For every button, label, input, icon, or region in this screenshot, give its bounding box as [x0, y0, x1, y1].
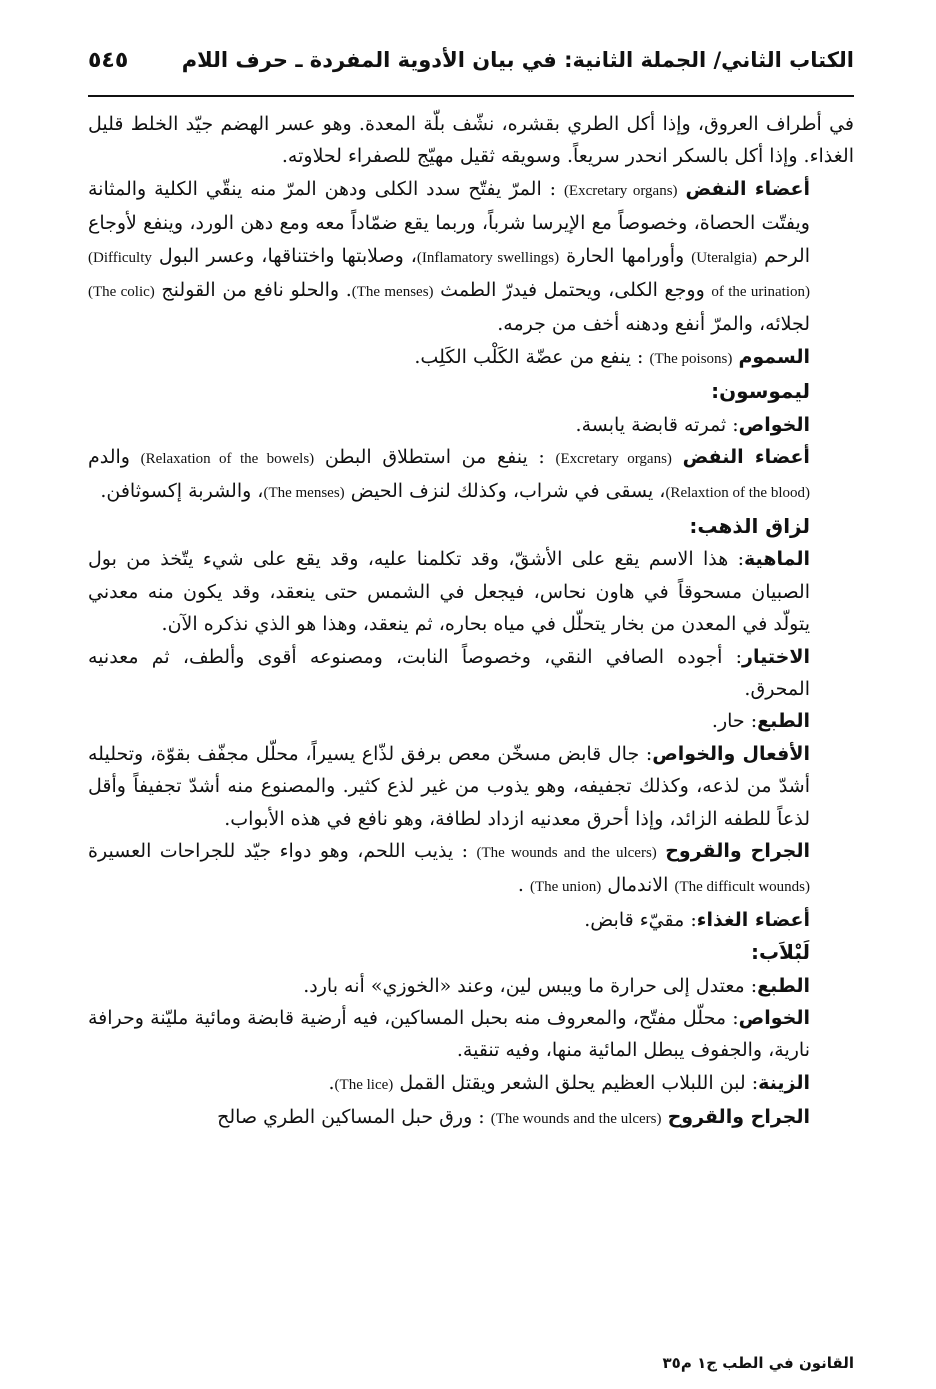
paragraph-text: : محلّل مفتّح، والمعروف منه بحبل المساكين، فيه أرضية قابضة ومائية مليّنة وحرافة نارية، والجفوف يبطل المائية منها، وفيه تنقية. [88, 1006, 810, 1062]
english-term: (The menses) [351, 284, 434, 301]
english-term: (The lice) [334, 1076, 394, 1093]
paragraph-text: : ينفع من استطلاق البطن [324, 446, 545, 469]
paragraph-text: . والحلو نافع من القولنج [161, 279, 352, 302]
paragraph-text: ، وصلابتها واختناقها، وعسر البول [158, 244, 417, 267]
paragraph-temperament [88, 705, 854, 737]
paragraph-text: : هذا الاسم يقع على الأشقّ، وقد تكلمنا عليه، وقد يقع على شيء يتّخذ من بول الصبيان مسحوقاً في هاون نحاس، فيجعل في الشمس حتى ينعقد، وقد يكون منه معدني يتولّد في المعدن من بخار يتحلّل في مياه بحاره، ثم ينعقد، وهذا هو الذي نذكره الآن. [88, 548, 810, 636]
paragraph-text: : أجوده الصافي النقي، وخصوصاً النابت، ومصنوعه أقوى وألطف، ثم معدنيه المحرق. [88, 645, 810, 700]
header-rule [88, 95, 854, 97]
paragraph-text: ووجع الكلى، ويحتمل فيدرّ الطمث [440, 279, 705, 302]
entry-label: الزينة [758, 1071, 810, 1094]
paragraph-text: : يذيب اللحم، وهو دواء جيّد للجراحات العسيرة [88, 839, 469, 862]
paragraph-nutrition-organs [88, 904, 854, 936]
entry-label: الأفعال والخواص [652, 742, 810, 765]
entry-heading-limoson [88, 375, 854, 408]
entry-heading: ليموسون: [711, 379, 810, 404]
paragraph-text: : ثمرته قابضة يابسة. [575, 413, 739, 436]
paragraph-continuation [88, 108, 854, 173]
english-term: (The wounds and the ulcers) [490, 1111, 662, 1128]
english-term: (The menses) [263, 485, 345, 502]
entry-label: الطبع [757, 974, 810, 997]
english-term: (The colic) [88, 284, 155, 301]
entry-label: الجراح والقروح [667, 1106, 810, 1129]
entry-label: الخواص [738, 413, 810, 436]
paragraph-text: لجلائه، والمرّ أنفع ودهنه أخف من جرمه. [497, 313, 810, 336]
entry-heading-lablab [88, 936, 854, 969]
paragraph-poisons [88, 341, 854, 375]
english-term: (The poisons) [649, 350, 733, 367]
paragraph-text: في أطراف العروق، وإذا أكل الطري بقشره، نشّف بلّة المعدة. وهو عسر الهضم جيّد الخلط قليل الغذاء. وإذا أكل بالسكر انحدر سريعاً. وسويقه ثقيل مهيّج للصفراء لحلاوته. [88, 113, 854, 168]
paragraph-text: : مقيّء قابض. [584, 908, 697, 931]
running-title: الكتاب الثاني/ الجملة الثانية: في بيان الأدوية المفردة ـ حرف اللام [181, 48, 854, 72]
page-header [88, 42, 854, 92]
paragraph-text: وأورامها الحارة [566, 244, 685, 267]
paragraph-selection [88, 641, 854, 706]
entry-label: الماهية [744, 548, 810, 571]
paragraph-text: . [517, 874, 524, 897]
entry-label: الاختيار [742, 645, 810, 668]
entry-heading: لَبْلاَب: [751, 940, 810, 965]
entry-heading: لزاق الذهب: [689, 513, 810, 538]
page-body [88, 108, 854, 1348]
signature-mark: القانون في الطب ج١ م٣٥ [662, 1354, 854, 1372]
entry-label: أعضاء الغذاء [696, 908, 810, 931]
paragraph-text: : ورق حبل المساكين الطري صالح [217, 1106, 485, 1129]
paragraph-temperament-2 [88, 970, 854, 1002]
english-term: (Uteralgia) [691, 249, 758, 266]
paragraph-essence [88, 543, 854, 640]
paragraph-text: والدم [88, 446, 130, 469]
entry-label: السموم [738, 345, 810, 368]
entry-label: الجراح والقروح [665, 839, 811, 862]
paragraph-actions-properties [88, 738, 854, 835]
paragraph-text: ، والشربة إكسوثافن. [100, 480, 264, 503]
english-term: (The union) [529, 879, 602, 896]
english-term: (Excretary organs) [555, 451, 672, 468]
english-term: (Relaxtion of the blood) [665, 485, 810, 502]
paragraph-properties-2 [88, 1002, 854, 1067]
entry-heading-lizaq-al-dhahab [88, 510, 854, 543]
paragraph-text: الاندمال [607, 874, 669, 897]
paragraph-text: ، يسقى في شراب، وكذلك لنزف الحيض [350, 480, 666, 503]
english-term: (Inflamatory swellings) [416, 249, 560, 266]
english-term: (The difficult wounds) [674, 879, 810, 896]
page-footer [88, 1354, 854, 1384]
paragraph-text: : جال قابض مسخّن معص برفق لذّاع يسيراً، محلّل مجفّف بقوّة، وتحليله أشدّ من لذعه، وكذلك تجفيفه، وهو يذوب من غير لذع كثير. والمصنوع منه أشدّ تجفيفاً وأقل لذعاً للطفه الزائد، وإذا أحرق معدنيه ازداد لطافة، وهو نافع في هذه الأبواب. [88, 742, 810, 830]
entry-label: أعضاء النفض [682, 446, 810, 469]
english-term: (The wounds and the ulcers) [476, 844, 657, 861]
entry-label: الخواص [738, 1006, 810, 1029]
paragraph-text: . [328, 1071, 335, 1094]
paragraph-excretary-organs [88, 173, 854, 341]
paragraph-text: : معتدل إلى حرارة ما ويبس لين، وعند «الخوزي» أنه بارد. [303, 974, 758, 997]
paragraph-wounds-ulcers-2 [88, 1101, 854, 1135]
paragraph-text: : المرّ يفتّح سدد الكلى ودهن المرّ منه ينقّي الكلية والمثانة ويفتّت الحصاة، وخصوصاً مع الإيرسا شرباً، وربما يقع ضمّاداً معه ومع دهن الورد، وينفع لأوجاع الرحم [88, 177, 811, 267]
english-term: (Relaxation of the bowels) [140, 451, 315, 468]
paragraph-text: : لبن اللبلاب العظيم يحلق الشعر ويقتل القمل [399, 1071, 759, 1094]
paragraph-wounds-ulcers [88, 835, 854, 904]
paragraph-text: : حار. [711, 710, 758, 733]
page-number: ٥٤٥ [88, 48, 129, 73]
entry-label: أعضاء النفض [685, 177, 810, 200]
paragraph-text: : ينفع من عضّة الكَلْب الكَلِب. [414, 345, 644, 368]
english-term: (Difficulty of the urination) [88, 249, 810, 301]
english-term: (Excretary organs) [563, 182, 678, 199]
paragraph-cosmetics [88, 1067, 854, 1101]
paragraph-properties [88, 409, 854, 441]
paragraph-excretary-organs-2 [88, 441, 854, 510]
entry-label: الطبع [757, 710, 810, 733]
